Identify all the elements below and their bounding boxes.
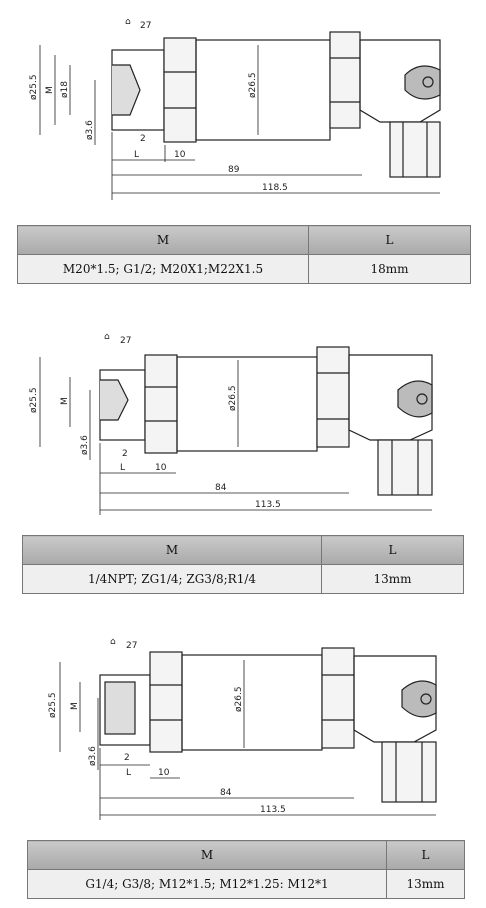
- col-m-header: M: [23, 536, 322, 565]
- connector-nut: [317, 347, 349, 447]
- shoulder-label: 2: [140, 134, 146, 144]
- connector-nut: [322, 648, 354, 748]
- col-l-header: L: [309, 226, 471, 255]
- body-diameter: ø26.5: [234, 686, 244, 712]
- thread-label: M: [60, 397, 70, 405]
- col-m-header: M: [28, 841, 387, 870]
- total-length-1: 84: [215, 483, 227, 493]
- hex-label: 10: [155, 463, 167, 473]
- thread-label: M: [45, 86, 55, 94]
- wrench-size: 27: [120, 336, 132, 346]
- hex-label: 10: [158, 768, 170, 778]
- wrench-label: ⌂: [125, 17, 131, 27]
- col-l-header: L: [387, 841, 465, 870]
- wrench-size: 27: [140, 21, 152, 31]
- od-label: ø25.5: [29, 387, 39, 413]
- wrench-size: 27: [126, 641, 138, 651]
- cable-gland: [378, 440, 432, 495]
- m-value: 1/4NPT; ZG1/4; ZG3/8;R1/4: [23, 565, 322, 594]
- hole-label: ø3.6: [80, 435, 90, 455]
- cable-gland: [390, 122, 440, 177]
- hex-nut: [164, 38, 196, 142]
- m-value: G1/4; G3/8; M12*1.5; M12*1.25: M12*1: [28, 870, 387, 899]
- sensor-body: [177, 357, 317, 451]
- l-value: 13mm: [322, 565, 464, 594]
- l-value: 18mm: [309, 255, 471, 284]
- total-length-2: 118.5: [262, 183, 288, 193]
- connector-nut: [330, 32, 360, 128]
- od-label: ø25.5: [29, 74, 39, 100]
- shoulder-label: 2: [122, 449, 128, 459]
- hole-label: ø3.6: [88, 746, 98, 766]
- hex-nut: [145, 355, 177, 453]
- m-value: M20*1.5; G1/2; M20X1;M22X1.5: [18, 255, 309, 284]
- body-diameter: ø26.5: [248, 72, 258, 98]
- spec-table-2: [22, 535, 464, 594]
- od-label: ø25.5: [48, 692, 58, 718]
- hex-nut: [150, 652, 182, 752]
- sensor-drawing-2: [0, 315, 486, 525]
- total-length-1: 84: [220, 788, 232, 798]
- hex-label: 10: [174, 150, 186, 160]
- shoulder-label: 2: [124, 753, 130, 763]
- sensor-drawing-1: [0, 0, 486, 210]
- length-label: L: [126, 768, 132, 778]
- sensor-body: [182, 655, 322, 750]
- wrench-label: ⌂: [104, 332, 110, 342]
- length-label: L: [120, 463, 126, 473]
- l-value: 13mm: [387, 870, 465, 899]
- col-l-header: L: [322, 536, 464, 565]
- total-length-2: 113.5: [255, 500, 281, 510]
- total-length-1: 89: [228, 165, 240, 175]
- col-m-header: M: [18, 226, 309, 255]
- wrench-label: ⌂: [110, 637, 116, 647]
- hole-label: ø3.6: [85, 120, 95, 140]
- bore-label: ø18: [60, 81, 70, 98]
- cable-gland: [382, 742, 436, 802]
- sensor-body: [196, 40, 330, 140]
- total-length-2: 113.5: [260, 805, 286, 815]
- body-diameter: ø26.5: [228, 385, 238, 411]
- thread-label: M: [70, 702, 80, 710]
- spec-table-1: [17, 225, 471, 284]
- spec-table-3: [27, 840, 465, 899]
- length-label: L: [134, 150, 140, 160]
- sensor-drawing-3: [0, 620, 486, 830]
